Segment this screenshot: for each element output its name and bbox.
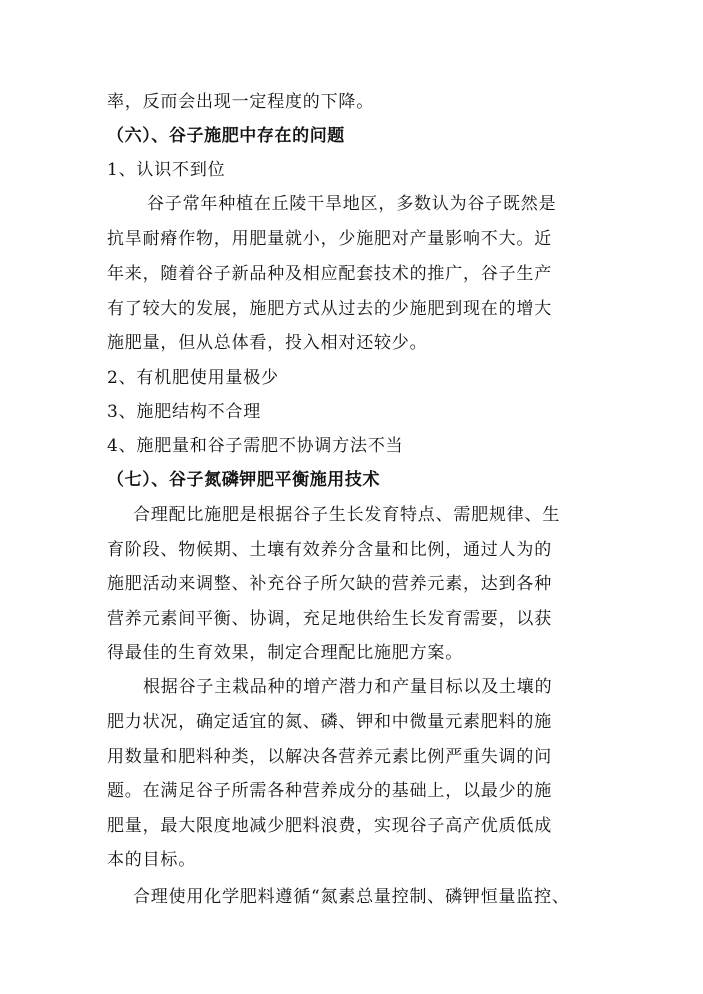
paragraph-line: 本的目标。 (107, 850, 196, 870)
paragraph-line: 营养元素间平衡、协调，充足地供给生长发育需要，以获 (107, 609, 552, 629)
paragraph-line: 肥量，最大限度地减少肥料浪费，实现谷子高产优质低成 (107, 816, 552, 836)
paragraph-line: 施肥活动来调整、补充谷子所欠缺的营养元素，达到各种 (107, 574, 552, 594)
paragraph-line: 谷子常年种植在丘陵干旱地区，多数认为谷子既然是 (147, 194, 557, 214)
subheading-1: 1、认识不到位 (107, 160, 226, 180)
paragraph-line: 年来，随着谷子新品种及相应配套技术的推广，谷子生产 (107, 264, 552, 284)
paragraph-line: 抗旱耐瘠作物，用肥量就小，少施肥对产量影响不大。近 (107, 229, 552, 249)
subheading-3: 3、施肥结构不合理 (107, 402, 262, 422)
paragraph-line: 合理配比施肥是根据谷子生长发育特点、需肥规律、生 (133, 505, 561, 525)
paragraph-line: 有了较大的发展，施肥方式从过去的少施肥到现在的增大 (107, 299, 552, 319)
section-heading-6: （六）、谷子施肥中存在的问题 (107, 126, 345, 146)
paragraph-line: 得最佳的生育效果，制定合理配比施肥方案。 (107, 643, 463, 663)
paragraph-line: 题。在满足谷子所需各种营养成分的基础上，以最少的施 (107, 781, 552, 801)
paragraph-line: 率，反而会出现一定程度的下降。 (107, 92, 374, 112)
paragraph-line: 合理使用化学肥料遵循“氮素总量控制、磷钾恒量监控、 (133, 887, 570, 907)
subheading-2: 2、有机肥使用量极少 (107, 368, 279, 388)
paragraph-line: 根据谷子主栽品种的增产潜力和产量目标以及土壤的 (143, 677, 553, 697)
paragraph-line: 用数量和肥料种类，以解决各营养元素比例严重失调的问 (107, 747, 552, 767)
section-heading-7: （七）、谷子氮磷钾肥平衡施用技术 (107, 470, 381, 490)
paragraph-line: 育阶段、物候期、土壤有效养分含量和比例，通过人为的 (107, 540, 552, 560)
paragraph-line: 肥力状况，确定适宜的氮、磷、钾和中微量元素肥料的施 (107, 712, 552, 732)
subheading-4: 4、施肥量和谷子需肥不协调方法不当 (107, 436, 404, 456)
paragraph-line: 施肥量，但从总体看，投入相对还较少。 (107, 333, 428, 353)
